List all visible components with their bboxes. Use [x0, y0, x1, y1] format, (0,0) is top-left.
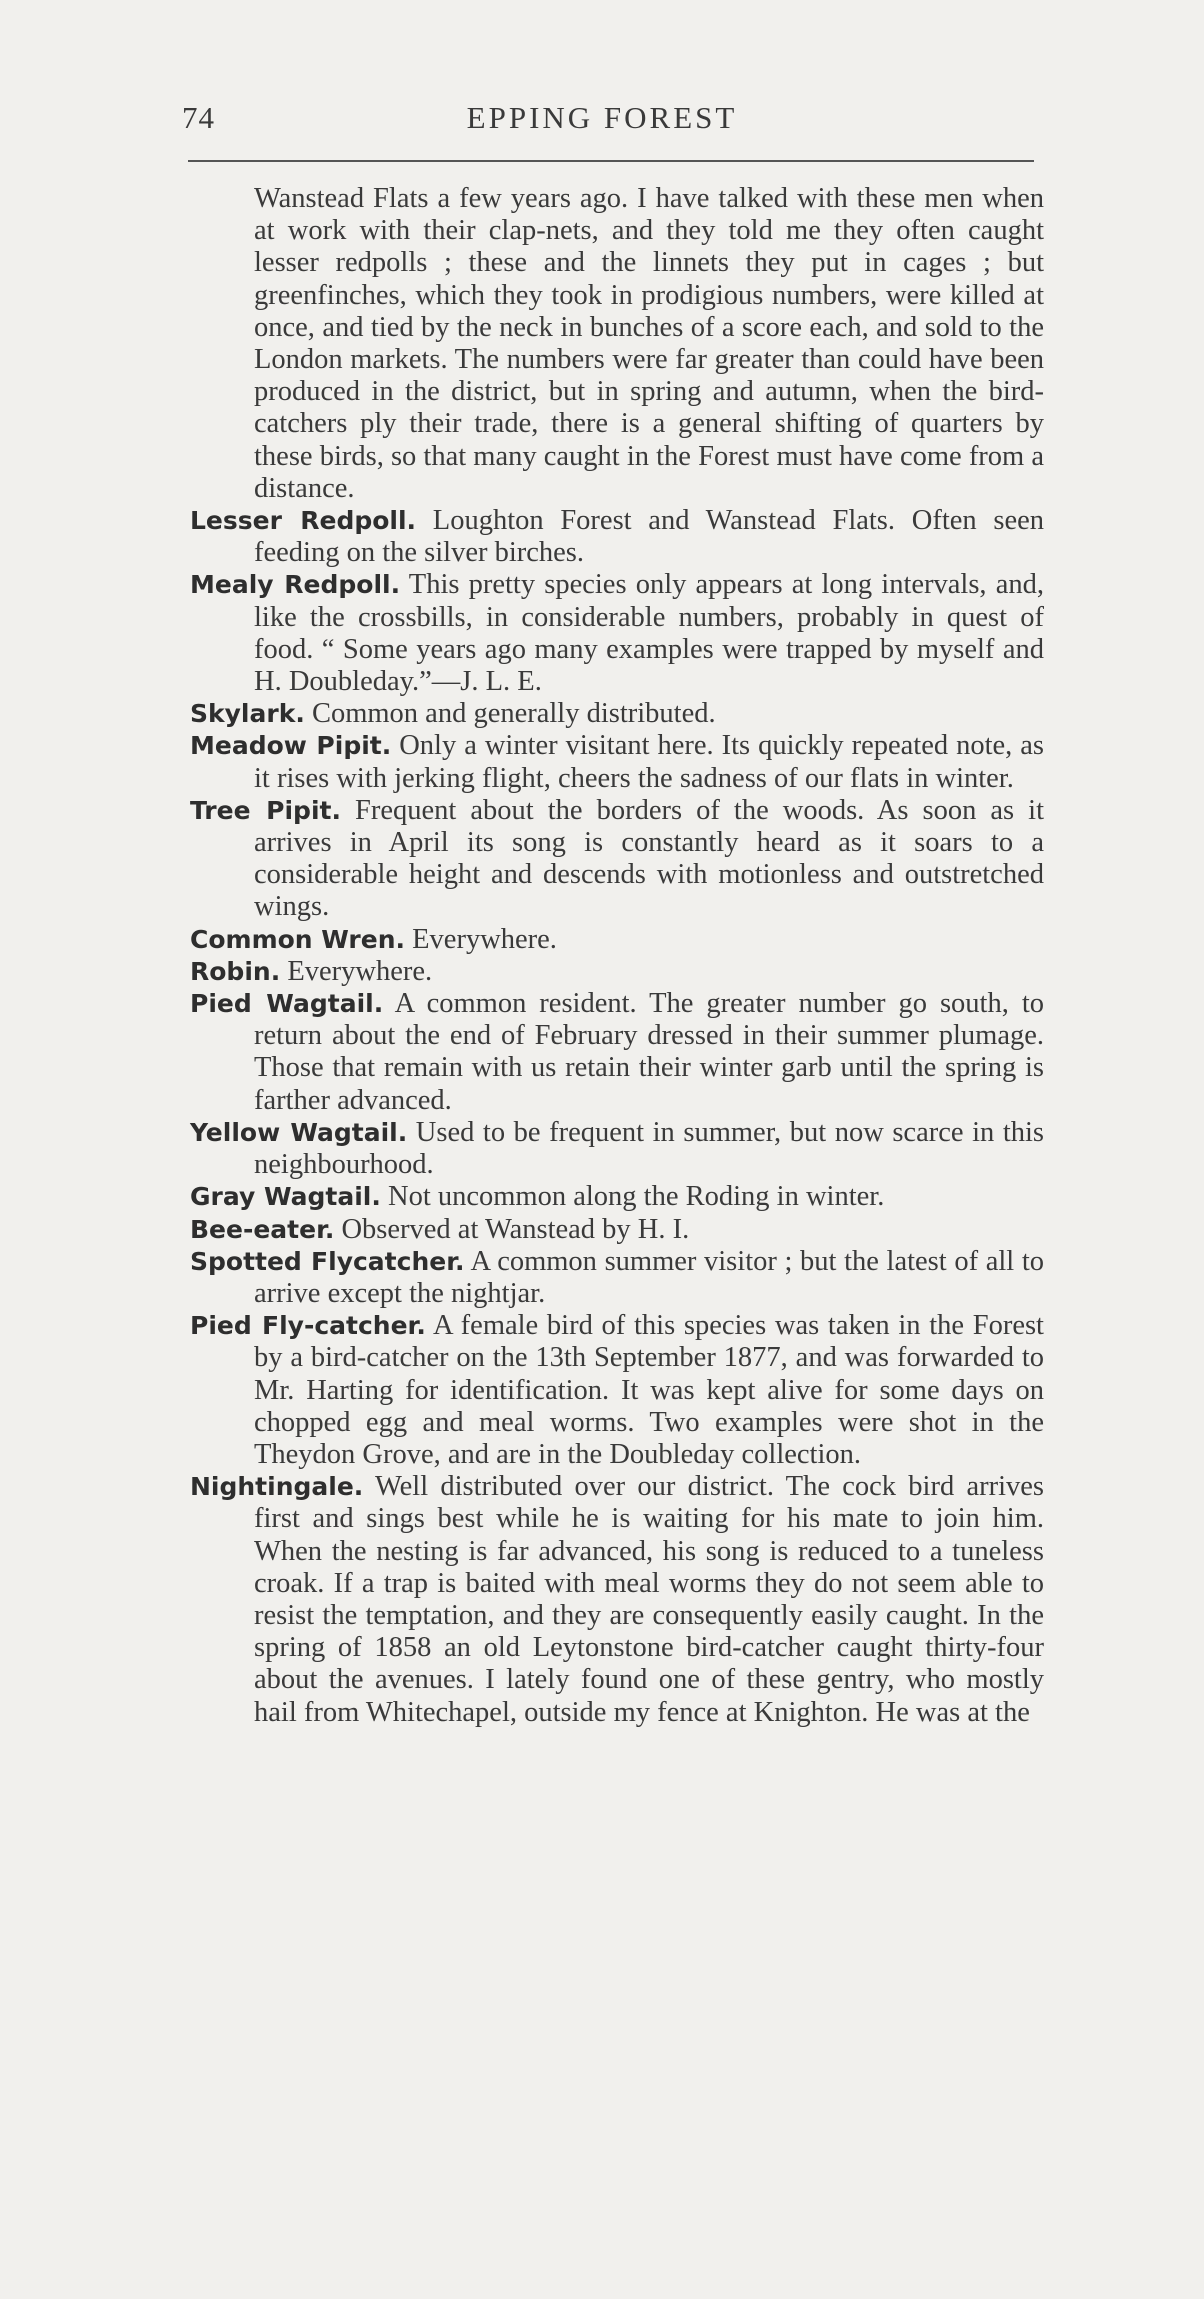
entry-meadow-pipit [190, 730, 1044, 794]
species-description: Not uncommon along the Roding in winter. [387, 1181, 885, 1213]
entry-yellow-wagtail [190, 1117, 1044, 1181]
species-description: Common and generally distributed. [311, 698, 716, 730]
species-description: Everywhere. [287, 955, 433, 987]
species-name: Robin. [190, 956, 281, 986]
body-text [190, 183, 1044, 1729]
species-name: Pied Fly-catcher. [190, 1311, 426, 1341]
entry-bee-eater [190, 1214, 1044, 1246]
header-rule [188, 160, 1034, 162]
continuation-paragraph: Wanstead Flats a few years ago. I have talked with these men when at work with their clap-nets, and they told me they often caught lesser redpolls ; these and the linnets they put in cages ; but greenfinches, which they took in prodigious numbers, were killed at once, and tied by the neck in bunches of a score each, and sold to the London markets. The numbers were far greater than could have been produced in the district, but in spring and autumn, when the bird-catchers ply their trade, there is a general shifting of quarters by these birds, so that many caught in the Forest must have come from a distance. [254, 183, 1044, 504]
species-description: Everywhere. [412, 923, 557, 955]
species-description: A female bird of this species was taken in the Forest by a bird-catcher on the 13th September 1877, and was forwarded to Mr. Harting for identification. It was kept alive for some days on chopped egg and meal worms. Two examples were shot in the Theydon Grove, and are in the Doubleday collection. [254, 1310, 1044, 1470]
species-name: Tree Pipit. [190, 795, 341, 825]
species-name: Mealy Redpoll. [190, 570, 401, 600]
species-name: Nightingale. [190, 1472, 364, 1502]
species-name: Common Wren. [190, 924, 406, 954]
entry-pied-wagtail [190, 988, 1044, 1117]
entry-spotted-flycatcher [190, 1246, 1044, 1310]
entry-nightingale [190, 1471, 1044, 1729]
entry-pied-fly-catcher [190, 1310, 1044, 1471]
entry-common-wren [190, 924, 1044, 956]
running-title: EPPING FOREST [466, 100, 738, 135]
species-description: A common resident. The greater number go south, to return about the end of February dressed in their summer plumage. Those that remain with us retain their winter garb until the spring is farther advanced. [254, 988, 1044, 1116]
species-description: Loughton Forest and Wanstead Flats. Often seen feeding on the silver birches. [254, 505, 1044, 569]
species-description: Used to be frequent in summer, but now scarce in this neighbourhood. [254, 1116, 1044, 1181]
species-name: Bee-eater. [190, 1214, 335, 1244]
species-name: Lesser Redpoll. [190, 506, 417, 536]
species-name: Skylark. [190, 699, 305, 729]
species-description: This pretty species only appears at long intervals, and, like the crossbills, in considerable numbers, probably in quest of food. “ Some years ago many examples were trapped by myself and H. Doubleday.”—J. L. E. [254, 569, 1044, 698]
species-name: Meadow Pipit. [190, 731, 392, 761]
species-description: Observed at Wanstead by H. I. [341, 1213, 690, 1245]
entry-skylark [190, 698, 1044, 730]
species-name: Gray Wagtail. [190, 1182, 381, 1212]
page-number: 74 [182, 100, 215, 135]
entry-lesser-redpoll [190, 505, 1044, 569]
entry-gray-wagtail [190, 1181, 1044, 1213]
species-description: A common summer visitor ; but the latest of all to arrive except the nightjar. [254, 1245, 1044, 1309]
entry-robin [190, 956, 1044, 988]
species-description: Well distributed over our district. The cock bird arrives first and sings best while he is waiting for his mate to join him. When the nesting is far advanced, his song is reduced to a tuneless croak. If a trap is baited with meal worms they do not seem able to resist the temptation, and they are consequently easily caught. In the spring of 1858 an old Leytonstone bird-catcher caught thirty-four about the avenues. I lately found one of these gentry, who mostly hail from Whitechapel, outside my fence at Knighton. He was at the [254, 1471, 1044, 1728]
entry-mealy-redpoll [190, 569, 1044, 698]
species-description: Only a winter visitant here. Its quickly repeated note, as it rises with jerking flight, cheers the sadness of our flats in winter. [254, 730, 1044, 794]
species-name: Spotted Flycatcher. [190, 1246, 465, 1276]
entry-tree-pipit [190, 795, 1044, 924]
species-name: Yellow Wagtail. [190, 1117, 408, 1147]
species-description: Frequent about the borders of the woods. As soon as it arrives in April its song is constantly heard as it soars to a considerable height and descends with motionless and outstretched wings. [254, 794, 1045, 923]
species-name: Pied Wagtail. [190, 989, 384, 1019]
